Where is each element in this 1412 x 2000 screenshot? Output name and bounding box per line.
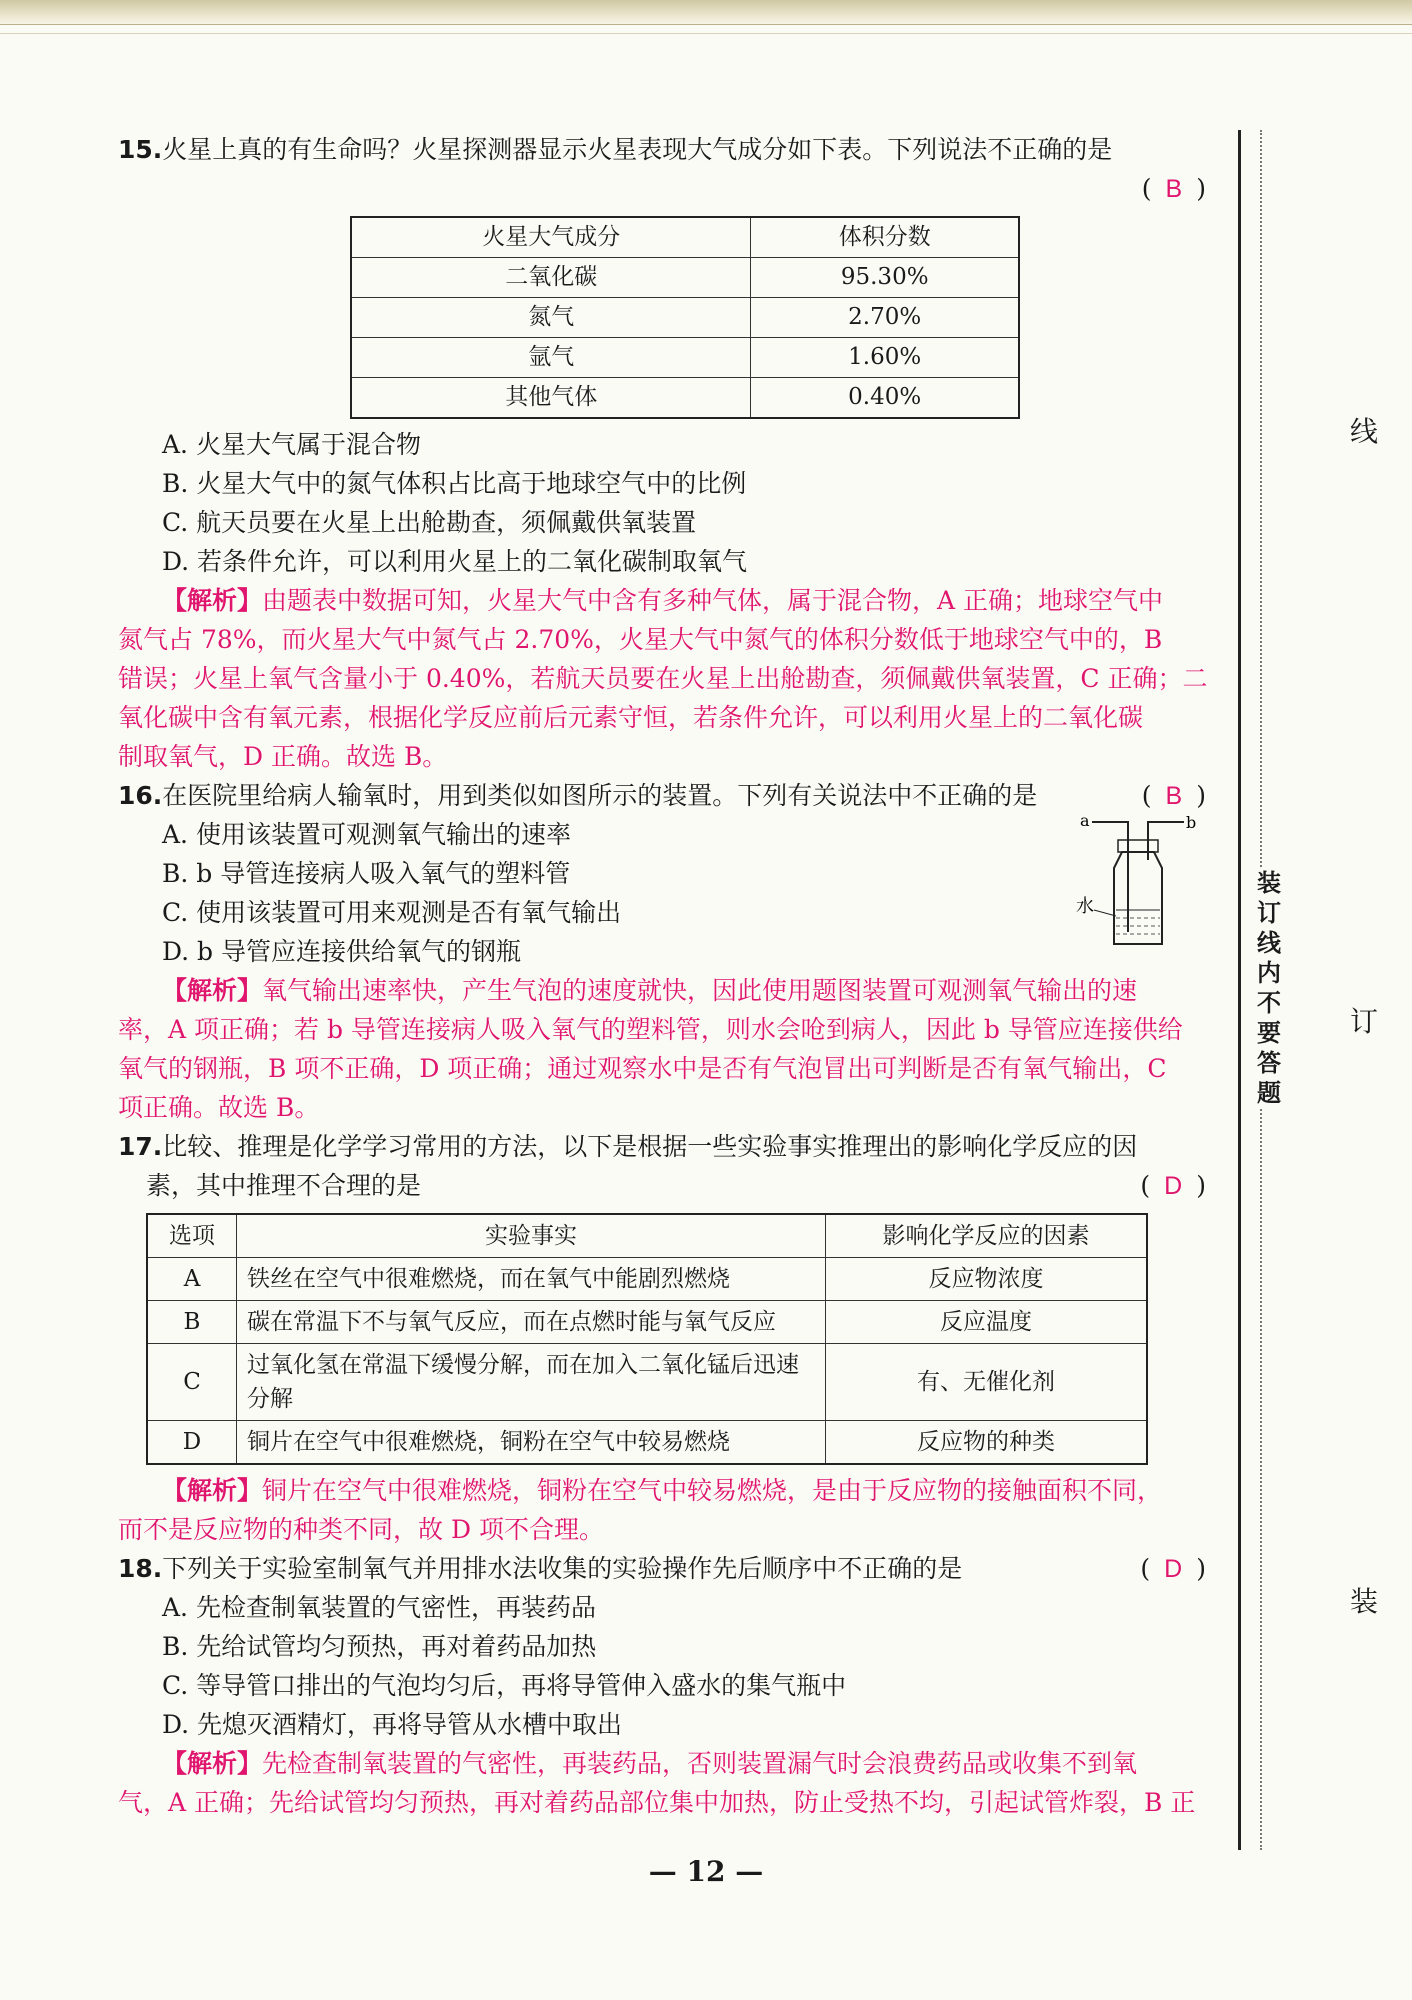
option-b: B. 先给试管均匀预热，再对着药品加热	[162, 1632, 597, 1661]
analysis-line: 错误；火星上氧气含量小于 0.40%，若航天员要在火星上出舱勘查，须佩戴供氧装置，C 正确；二	[118, 664, 1208, 693]
table-row	[351, 338, 1019, 378]
mars-atmosphere-table	[350, 216, 1020, 419]
table-cell: 二氧化碳	[351, 258, 751, 298]
page-number: — 12 —	[648, 1855, 764, 1888]
top-rule	[0, 24, 1412, 34]
option-a: A. 火星大气属于混合物	[162, 430, 421, 459]
question-16	[118, 776, 1208, 815]
analysis-15	[118, 581, 1208, 776]
question-text: 火星上真的有生命吗？火星探测器显示火星表现大气成分如下表。下列说法不正确的是	[162, 135, 1113, 164]
analysis-tag: 【解析】	[162, 1476, 263, 1505]
table-cell: 铁丝在空气中很难燃烧，而在氧气中能剧烈燃烧	[237, 1258, 826, 1301]
table-cell: 有、无催化剂	[826, 1344, 1148, 1421]
label-water: 水	[1076, 896, 1094, 917]
answer: D	[1164, 1555, 1185, 1583]
question-number: 17.	[118, 1132, 163, 1161]
table-cell: 反应物浓度	[826, 1258, 1148, 1301]
analysis-line: 氧化碳中含有氧元素，根据化学反应前后元素守恒，若条件允许，可以利用火星上的二氧化碳	[118, 703, 1144, 732]
table-cell: 2.70%	[751, 298, 1019, 338]
option-a: A. 使用该装置可观测氧气输出的速率	[162, 820, 571, 849]
analysis-line: 由题表中数据可知，火星大气中含有多种气体，属于混合物，A 正确；地球空气中	[262, 586, 1164, 615]
table-cell: 反应温度	[826, 1301, 1148, 1344]
analysis-17	[118, 1471, 1208, 1549]
answer: B	[1165, 175, 1185, 203]
question-number: 15.	[118, 135, 163, 164]
binding-char-bind: 订	[1350, 1005, 1379, 1038]
table-cell: B	[147, 1301, 237, 1344]
table-header: 体积分数	[751, 217, 1019, 258]
table-header: 选项	[147, 1214, 237, 1258]
label-a: a	[1080, 811, 1090, 830]
table-header: 实验事实	[237, 1214, 826, 1258]
option-c: C. 航天员要在火星上出舱勘查，须佩戴供氧装置	[162, 508, 697, 537]
answer-paren: ( B )	[1141, 174, 1208, 203]
analysis-16	[118, 971, 1208, 1127]
analysis-line: 先检查制氧装置的气密性，再装药品，否则装置漏气时会浪费药品或收集不到氧	[262, 1749, 1138, 1778]
table-cell: 碳在常温下不与氧气反应，而在点燃时能与氧气反应	[237, 1301, 826, 1344]
table-cell: 0.40%	[751, 378, 1019, 419]
binding-char-install: 装	[1350, 1585, 1379, 1618]
tube-b	[1148, 822, 1184, 860]
question-text: 在医院里给病人输氧时，用到类似如图所示的装置。下列有关说法中不正确的是	[162, 781, 1038, 810]
table-row	[147, 1344, 1147, 1421]
question-text: 比较、推理是化学学习常用的方法，以下是根据一些实验事实推理出的影响化学反应的因	[162, 1132, 1138, 1161]
analysis-line: 氧气的钢瓶，B 项不正确，D 项正确；通过观察水中是否有气泡冒出可判断是否有氧气输出，C	[118, 1054, 1167, 1083]
option-d: D. 若条件允许，可以利用火星上的二氧化碳制取氧气	[162, 547, 748, 576]
option-a: A. 先检查制氧装置的气密性，再装药品	[162, 1593, 596, 1622]
table-cell: 氮气	[351, 298, 751, 338]
binding-note: 装订线内不要答题	[1252, 868, 1286, 1108]
table-cell: 铜片在空气中很难燃烧，铜粉在空气中较易燃烧	[237, 1421, 826, 1465]
option-c: C. 等导管口排出的气泡均匀后，再将导管伸入盛水的集气瓶中	[162, 1671, 847, 1700]
question-18	[118, 1549, 1208, 1588]
table-header: 火星大气成分	[351, 217, 751, 258]
question-number: 16.	[118, 781, 163, 810]
analysis-18	[118, 1744, 1208, 1822]
analysis-tag: 【解析】	[162, 1749, 263, 1778]
answer-paren: ( D )	[1140, 1171, 1208, 1200]
answer: B	[1165, 782, 1185, 810]
question-number: 18.	[118, 1554, 163, 1583]
analysis-line: 率，A 项正确；若 b 导管连接病人吸入氧气的塑料管，则水会呛到病人，因此 b 导管应连接供给	[118, 1015, 1183, 1044]
table-row	[147, 1258, 1147, 1301]
question-15	[118, 130, 1208, 169]
analysis-line: 气，A 正确；先给试管均匀预热，再对着药品部位集中加热，防止受热不均，引起试管炸裂，B 正	[118, 1788, 1196, 1817]
table-cell: 氩气	[351, 338, 751, 378]
binding-char-line: 线	[1350, 415, 1379, 448]
bottle	[1114, 852, 1162, 944]
table-cell: 过氧化氢在常温下缓慢分解，而在加入二氧化锰后迅速分解	[237, 1344, 826, 1421]
table-cell: 95.30%	[751, 258, 1019, 298]
analysis-line: 而不是反应物的种类不同，故 D 项不合理。	[118, 1515, 604, 1544]
option-d: D. b 导管应连接供给氧气的钢瓶	[162, 937, 521, 966]
analysis-tag: 【解析】	[162, 976, 263, 1005]
binding-margin	[1238, 130, 1379, 1850]
table-cell: D	[147, 1421, 237, 1465]
stopper	[1118, 840, 1158, 852]
option-d: D. 先熄灭酒精灯，再将导管从水槽中取出	[162, 1710, 623, 1739]
answer-paren: ( D )	[1140, 1554, 1208, 1583]
table-cell: C	[147, 1344, 237, 1421]
analysis-tag: 【解析】	[162, 586, 263, 615]
table-cell: 反应物的种类	[826, 1421, 1148, 1465]
answer: D	[1164, 1172, 1185, 1200]
question-text: 下列关于实验室制氧气并用排水法收集的实验操作先后顺序中不正确的是	[162, 1554, 963, 1583]
tube-a	[1092, 822, 1128, 932]
binding-solid-line	[1238, 130, 1241, 1850]
reaction-factor-table	[146, 1213, 1148, 1465]
analysis-line: 氮气占 78%，而火星大气中氮气占 2.70%，火星大气中氮气的体积分数低于地球空气中的，B	[118, 625, 1163, 654]
table-row	[351, 258, 1019, 298]
top-decorative-band	[0, 0, 1412, 24]
table-row	[351, 378, 1019, 419]
question-text-cont: 素，其中推理不合理的是	[146, 1171, 422, 1200]
gas-washing-bottle-figure	[1078, 812, 1198, 952]
table-row	[147, 1301, 1147, 1344]
option-b: B. b 导管连接病人吸入氧气的塑料管	[162, 859, 571, 888]
question-17	[118, 1127, 1208, 1166]
table-cell: 1.60%	[751, 338, 1019, 378]
page-content	[118, 130, 1208, 1822]
table-header: 影响化学反应的因素	[826, 1214, 1148, 1258]
table-row	[351, 298, 1019, 338]
option-c: C. 使用该装置可用来观测是否有氧气输出	[162, 898, 622, 927]
option-b: B. 火星大气中的氮气体积占比高于地球空气中的比例	[162, 469, 747, 498]
table-cell: 其他气体	[351, 378, 751, 419]
analysis-line: 氧气输出速率快，产生气泡的速度就快，因此使用题图装置可观测氧气输出的速	[262, 976, 1138, 1005]
label-b: b	[1186, 813, 1197, 832]
analysis-line: 项正确。故选 B。	[118, 1093, 320, 1122]
question-16-block	[118, 776, 1208, 971]
answer-paren: ( B )	[1141, 781, 1208, 810]
table-row	[147, 1421, 1147, 1465]
analysis-line: 铜片在空气中很难燃烧，铜粉在空气中较易燃烧，是由于反应物的接触面积不同，	[262, 1476, 1163, 1505]
table-cell: A	[147, 1258, 237, 1301]
analysis-line: 制取氧气，D 正确。故选 B。	[118, 742, 448, 771]
